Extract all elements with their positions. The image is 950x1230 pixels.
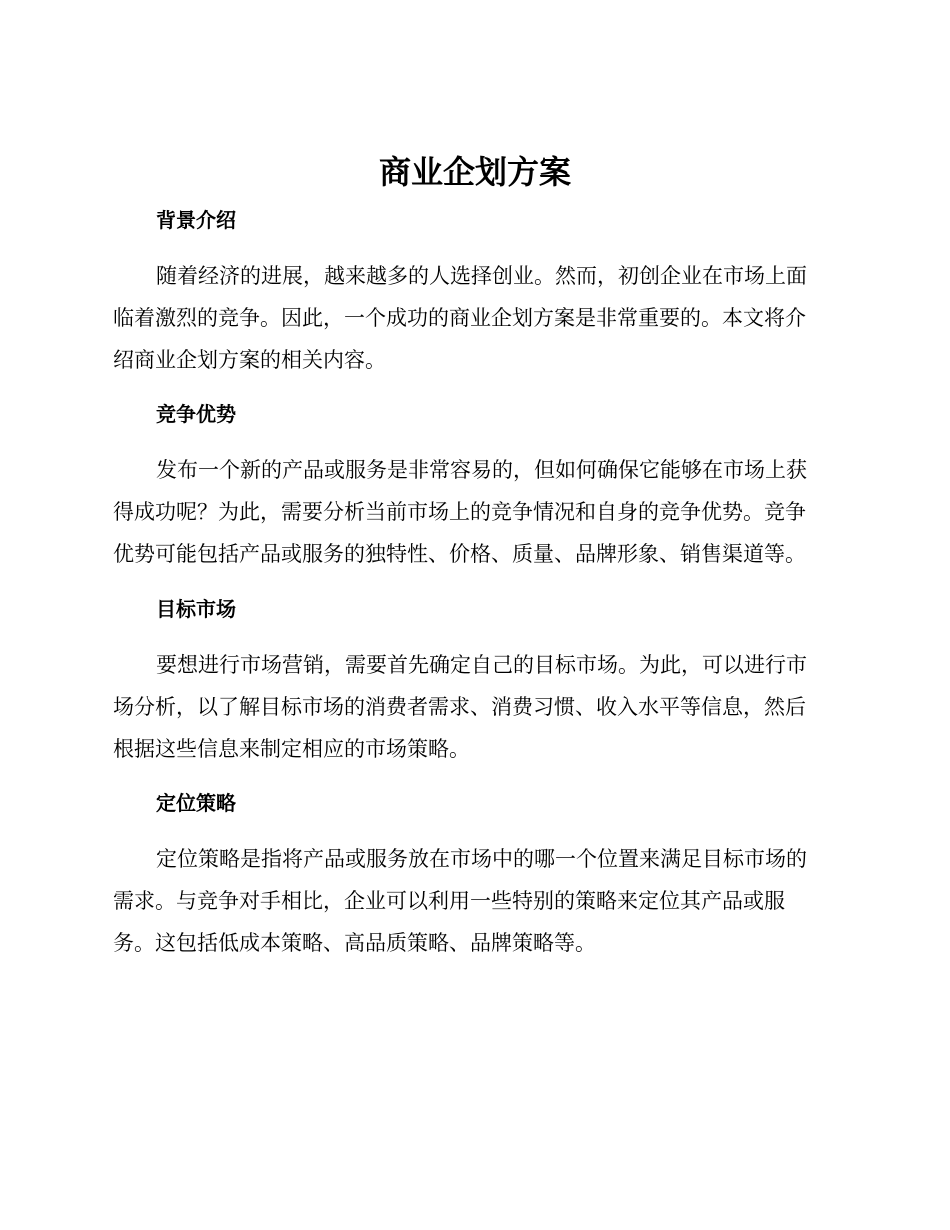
section-heading: 背景介绍 [156,208,236,232]
section-target-market [113,594,843,770]
section-paragraph: 发布一个新的产品或服务是非常容易的，但如何确保它能够在市场上获 得成功呢？为此，需要分析当前市场上的竞争情况和自身的竞争优势。竞争 优势可能包括产品或服务的独特性、价格、质量、品牌形象、销售渠道等。 [113,458,807,566]
section-paragraph: 要想进行市场营销，需要首先确定自己的目标市场。为此，可以进行市 场分析，以了解目标市场的消费者需求、消费习惯、收入水平等信息，然后 根据这些信息来制定相应的市场策略。 [113,653,807,761]
section-paragraph: 随着经济的进展，越来越多的人选择创业。然而，初创企业在市场上面 临着激烈的竞争。因此，一个成功的商业企划方案是非常重要的。本文将介 绍商业企划方案的相关内容。 [113,264,807,372]
section-heading: 竞争优势 [156,402,236,426]
section-positioning-strategy [113,788,843,964]
document-title: 商业企划方案 [378,153,571,191]
section-paragraph: 定位策略是指将产品或服务放在市场中的哪一个位置来满足目标市场的 需求。与竞争对手相比，企业可以利用一些特别的策略来定位其产品或服 务。这包括低成本策略、高品质策略、品牌策略等。 [113,847,807,955]
section-heading: 定位策略 [156,791,236,815]
section-background [113,205,843,381]
section-competitive-advantage [113,399,843,575]
section-heading: 目标市场 [156,597,236,621]
